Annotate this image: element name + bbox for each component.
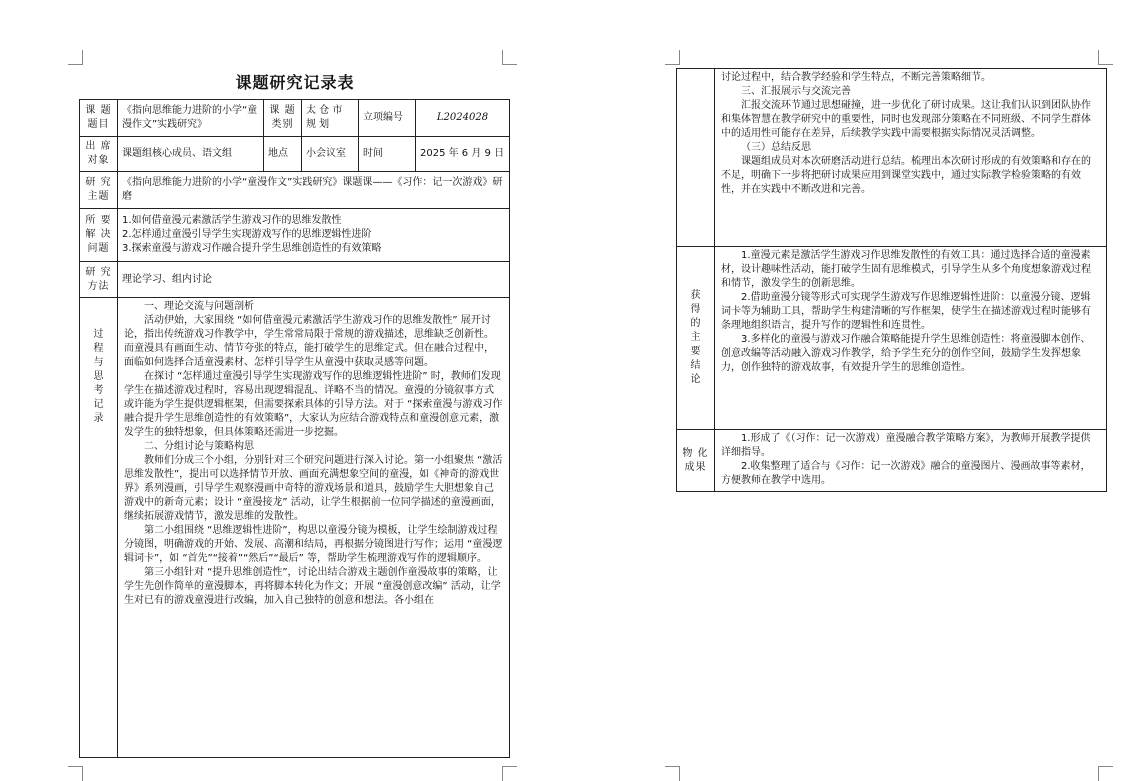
section-heading: 二、分组讨论与策略构思 bbox=[144, 441, 254, 452]
conclusions bbox=[715, 247, 1107, 430]
crop-mark bbox=[665, 50, 680, 65]
label-char: 获 bbox=[690, 290, 701, 301]
process-record bbox=[118, 298, 510, 758]
label-char: 与 bbox=[93, 357, 104, 368]
paragraph: 第二小组围绕 “思维逻辑性进阶”，构思以童漫分镜为模板，让学生绘制游戏过程分镜图，明确游戏的开始、发展、高潮和结局，再根据分镜图进行写作；运用 “童漫逻辑词卡”，如 “首先”“接着”“然后”“最后” 等，帮助学生梳理游戏写作的逻辑顺序。 bbox=[124, 525, 503, 564]
label-char: 考 bbox=[93, 385, 104, 396]
paragraph: 在探讨 “怎样通过童漫引导学生实现游戏写作的思维逻辑性进阶” 时，教师们发现学生在描述游戏过程时，容易出现逻辑混乱、详略不当的情况。童漫的分镜叙事方式或许能为学生提供逻辑框架，但需要探索具体的引导方法。对于 “探索童漫与游戏习作融合提升学生思维创造性的有效策略”，大家认为应结合游戏特点和童漫创意元素，激发学生的独特想象，但具体策略还需进一步挖掘。 bbox=[124, 371, 503, 438]
table-row bbox=[677, 430, 1107, 492]
process-record-continued bbox=[715, 69, 1107, 247]
section-heading: 一、理论交流与问题剖析 bbox=[144, 301, 254, 312]
category-value: 太 仓 市 规 划 bbox=[302, 100, 359, 137]
paragraph: 课题组成员对本次研磨活动进行总结。梳理出本次研讨形成的有效策略和存在的不足，明确下一步将把研讨成果应用到课堂实践中，通过实际教学检验策略的有效性，并在实践中不断改进和完善。 bbox=[721, 156, 1091, 195]
crop-mark bbox=[68, 50, 83, 65]
crop-mark bbox=[1098, 766, 1113, 781]
label-char: 录 bbox=[93, 413, 104, 424]
paragraph: 教师们分成三个小组，分别针对三个研究问题进行深入讨论。第一小组聚焦 “激活思维发散性”，提出可以选择情节开放、画面充满想象空间的童漫，如《神奇的游戏世界》系列漫画，引导学生观察漫画中奇特的游戏场景和道具，鼓励学生大胆想象自己游戏中的新奇元素；设计 “童漫接龙” 活动，让学生根据前一位同学描述的童漫画面，继续拓展游戏情节，激发思维的发散性。 bbox=[124, 455, 503, 522]
record-table-continued bbox=[676, 68, 1107, 492]
label-char: 程 bbox=[93, 343, 104, 354]
table-row bbox=[80, 209, 510, 262]
theme-label: 研 究 主题 bbox=[80, 172, 118, 209]
crop-mark bbox=[502, 50, 517, 65]
attendees-value: 课题组核心成员、语文组 bbox=[118, 137, 264, 172]
problem-item: 2.怎样通过童漫引导学生实现游戏写作的思维逻辑性进阶 bbox=[122, 229, 372, 240]
table-row bbox=[80, 172, 510, 209]
document-page-1 bbox=[0, 0, 570, 781]
paragraph: 第三小组针对 “提升思维创造性”，讨论出结合游戏主题创作童漫故事的策略，让学生先创作简单的童漫脚本，再将脚本转化为作文；开展 “童漫创意改编” 活动，让学生对已有的游戏童漫进行改编，加入自己独特的创意和想法。各小组在 bbox=[124, 567, 501, 606]
time-label: 时间 bbox=[359, 137, 416, 172]
problem-item: 1.如何借童漫元素激活学生游戏习作的思维发散性 bbox=[122, 215, 342, 226]
conclusion-item: 3.多样化的童漫与游戏习作融合策略能提升学生思维创造性：将童漫脚本创作、创意改编等活动融入游戏习作教学，给予学生充分的创作空间，鼓励学生发挥想象力，创作独特的游戏故事，有效提升学生的思维创造性。 bbox=[721, 334, 1091, 373]
label-char: 记 bbox=[93, 399, 104, 410]
conclusion-item: 1.童漫元素是激活学生游戏习作思维发散性的有效工具：通过选择合适的童漫素材，设计趣味性活动，能打破学生固有思维模式，引导学生从多个角度想象游戏过程和情节，激发学生的创新思维。 bbox=[721, 250, 1091, 289]
crop-mark bbox=[502, 766, 517, 781]
method-label: 研 究 方法 bbox=[80, 262, 118, 298]
time-value: 2025 年 6 月 9 日 bbox=[416, 137, 510, 172]
topic-label: 课 题 题目 bbox=[80, 100, 118, 137]
problem-list bbox=[118, 209, 510, 262]
results-label: 物 化 成果 bbox=[677, 430, 715, 492]
place-label: 地点 bbox=[264, 137, 302, 172]
result-item: 2.收集整理了适合与《习作：记一次游戏》融合的童漫图片、漫画故事等素材，方便教师在教学中选用。 bbox=[721, 461, 1091, 486]
project-no-label: 立项编号 bbox=[359, 100, 416, 137]
paragraph: 活动伊始，大家围绕 “如何借童漫元素激活学生游戏习作的思维发散性” 展开讨论，指出传统游戏习作教学中，学生常常局限于常规的游戏描述，思维缺乏创新性。而童漫具有画面生动、情节夸张的特点，能打破学生的思维定式。但在融合过程中，面临如何选择合适童漫素材、怎样引导学生从童漫中获取灵感等问题。 bbox=[124, 315, 494, 368]
label-char: 的 bbox=[690, 318, 701, 329]
table-row bbox=[80, 262, 510, 298]
problem-label: 所 要 解 决 问题 bbox=[80, 209, 118, 262]
paragraph: 讨论过程中，结合教学经验和学生特点，不断完善策略细节。 bbox=[721, 72, 991, 83]
label-char: 结 bbox=[690, 360, 701, 371]
crop-mark bbox=[665, 766, 680, 781]
table-row bbox=[80, 137, 510, 172]
conclusion-label bbox=[677, 247, 715, 430]
results bbox=[715, 430, 1107, 492]
topic-value: 《指向思维能力进阶的小学“童漫作文”实践研究》 bbox=[118, 100, 264, 137]
empty-label-cell bbox=[677, 69, 715, 247]
table-row bbox=[80, 100, 510, 137]
label-char: 得 bbox=[690, 304, 701, 315]
process-label bbox=[80, 298, 118, 758]
label-char: 要 bbox=[690, 346, 701, 357]
crop-mark bbox=[68, 766, 83, 781]
conclusion-item: 2.借助童漫分镜等形式可实现学生游戏写作思维逻辑性进阶：以童漫分镜、逻辑词卡等为辅助工具，帮助学生构建清晰的写作框架，使学生在描述游戏过程时能够有条理地组织语言，提升写作的逻辑性和连贯性。 bbox=[721, 292, 1091, 331]
problem-item: 3.探索童漫与游戏习作融合提升学生思维创造性的有效策略 bbox=[122, 243, 382, 254]
crop-mark bbox=[1098, 50, 1113, 65]
theme-value: 《指向思维能力进阶的小学“童漫作文”实践研究》课题课——《习作：记一次游戏》研磨 bbox=[118, 172, 510, 209]
method-value: 理论学习、组内讨论 bbox=[118, 262, 510, 298]
record-table bbox=[79, 99, 510, 758]
attendees-label: 出 席 对象 bbox=[80, 137, 118, 172]
section-heading: （三）总结反思 bbox=[741, 142, 811, 153]
label-char: 思 bbox=[93, 371, 104, 382]
label-char: 过 bbox=[93, 329, 104, 340]
table-row bbox=[677, 247, 1107, 430]
page-title: 课题研究记录表 bbox=[235, 73, 355, 92]
place-value: 小会议室 bbox=[302, 137, 359, 172]
paragraph: 汇报交流环节通过思想碰撞，进一步优化了研讨成果。这让我们认识到团队协作和集体智慧在教学研究中的重要性，同时也发现部分策略在不同班级、不同学生群体中的适用性可能存在差异，后续教学实践中需要根据实际情况灵活调整。 bbox=[721, 100, 1091, 139]
label-char: 主 bbox=[690, 332, 701, 343]
category-label: 课 题 类别 bbox=[264, 100, 302, 137]
table-row bbox=[80, 298, 510, 758]
result-item: 1.形成了《（习作：记一次游戏）童漫融合教学策略方案》，为教师开展教学提供详细指导。 bbox=[721, 433, 1091, 458]
label-char: 论 bbox=[690, 374, 701, 385]
table-row bbox=[677, 69, 1107, 247]
project-no-value: L2024028 bbox=[416, 100, 510, 137]
section-heading: 三、汇报展示与交流完善 bbox=[741, 86, 851, 97]
